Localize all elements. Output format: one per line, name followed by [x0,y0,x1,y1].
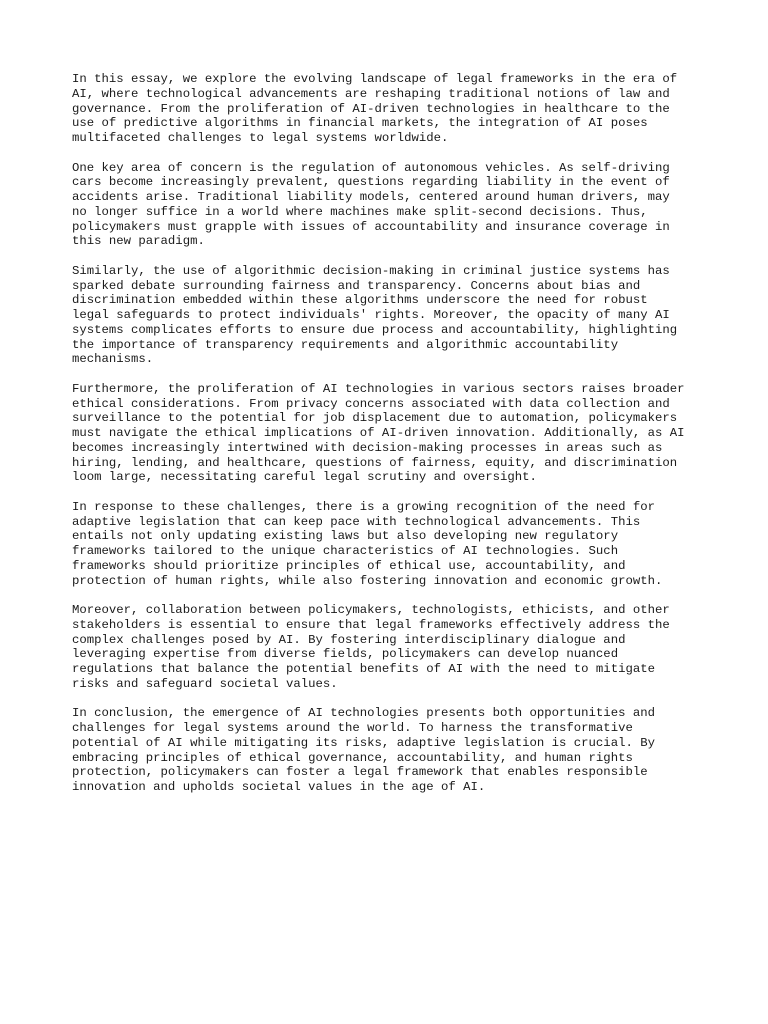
paragraph-collaboration: Moreover, collaboration between policymakers, technologists, ethicists, and other stakeholders is essential to ensure that legal frameworks effectively address the complex challenges posed by AI. By fostering interdisciplinary dialogue and leveraging expertise from diverse fields, policymakers can develop nuanced regulations that balance the potential benefits of AI with the need to mitigate risks and safeguard societal values. [72,603,670,691]
paragraph-conclusion: In conclusion, the emergence of AI technologies presents both opportunities and challenges for legal systems around the world. To harness the transformative potential of AI while mitigating its risks, adaptive legislation is crucial. By embracing principles of ethical governance, accountability, and human rights protection, policymakers can foster a legal framework that enables responsible innovation and upholds societal values in the age of AI. [72,706,655,794]
essay-body [72,72,708,795]
paragraph-autonomous-vehicles: One key area of concern is the regulation of autonomous vehicles. As self-driving cars become increasingly prevalent, questions regarding liability in the event of accidents arise. Traditional liability models, centered around human drivers, may no longer suffice in a world where machines make split-second decisions. Thus, policymakers must grapple with issues of accountability and insurance coverage in this new paradigm. [72,160,670,249]
paragraph-intro: In this essay, we explore the evolving landscape of legal frameworks in the era of AI, where technological advancements are reshaping traditional notions of law and governance. From the proliferation of AI-driven technologies in healthcare to the use of predictive algorithms in financial markets, the integration of AI poses multifaceted challenges to legal systems worldwide. [72,72,678,145]
paragraph-adaptive-legislation: In response to these challenges, there is a growing recognition of the need for adaptive legislation that can keep pace with technological advancements. This entails not only updating existing laws but also developing new regulatory frameworks tailored to the unique characteristics of AI technologies. Such frameworks should prioritize principles of ethical use, accountability, and protection of human rights, while also fostering innovation and economic growth. [72,499,663,588]
paragraph-ethical-considerations: Furthermore, the proliferation of AI technologies in various sectors raises broader ethical considerations. From privacy concerns associated with data collection and surveillance to the potential for job displacement due to automation, policymakers must navigate the ethical implications of AI-driven innovation. Additionally, as AI becomes increasingly intertwined with decision-making processes in areas such as hiring, lending, and healthcare, questions of fairness, equity, and discrimination loom large, necessitating careful legal scrutiny and oversight. [72,381,685,485]
paragraph-criminal-justice: Similarly, the use of algorithmic decision-making in criminal justice systems has sparked debate surrounding fairness and transparency. Concerns about bias and discrimination embedded within these algorithms underscore the need for robust legal safeguards to protect individuals' rights. Moreover, the opacity of many AI systems complicates efforts to ensure due process and accountability, highlighting the importance of transparency requirements and algorithmic accountability mechanisms. [72,263,678,367]
